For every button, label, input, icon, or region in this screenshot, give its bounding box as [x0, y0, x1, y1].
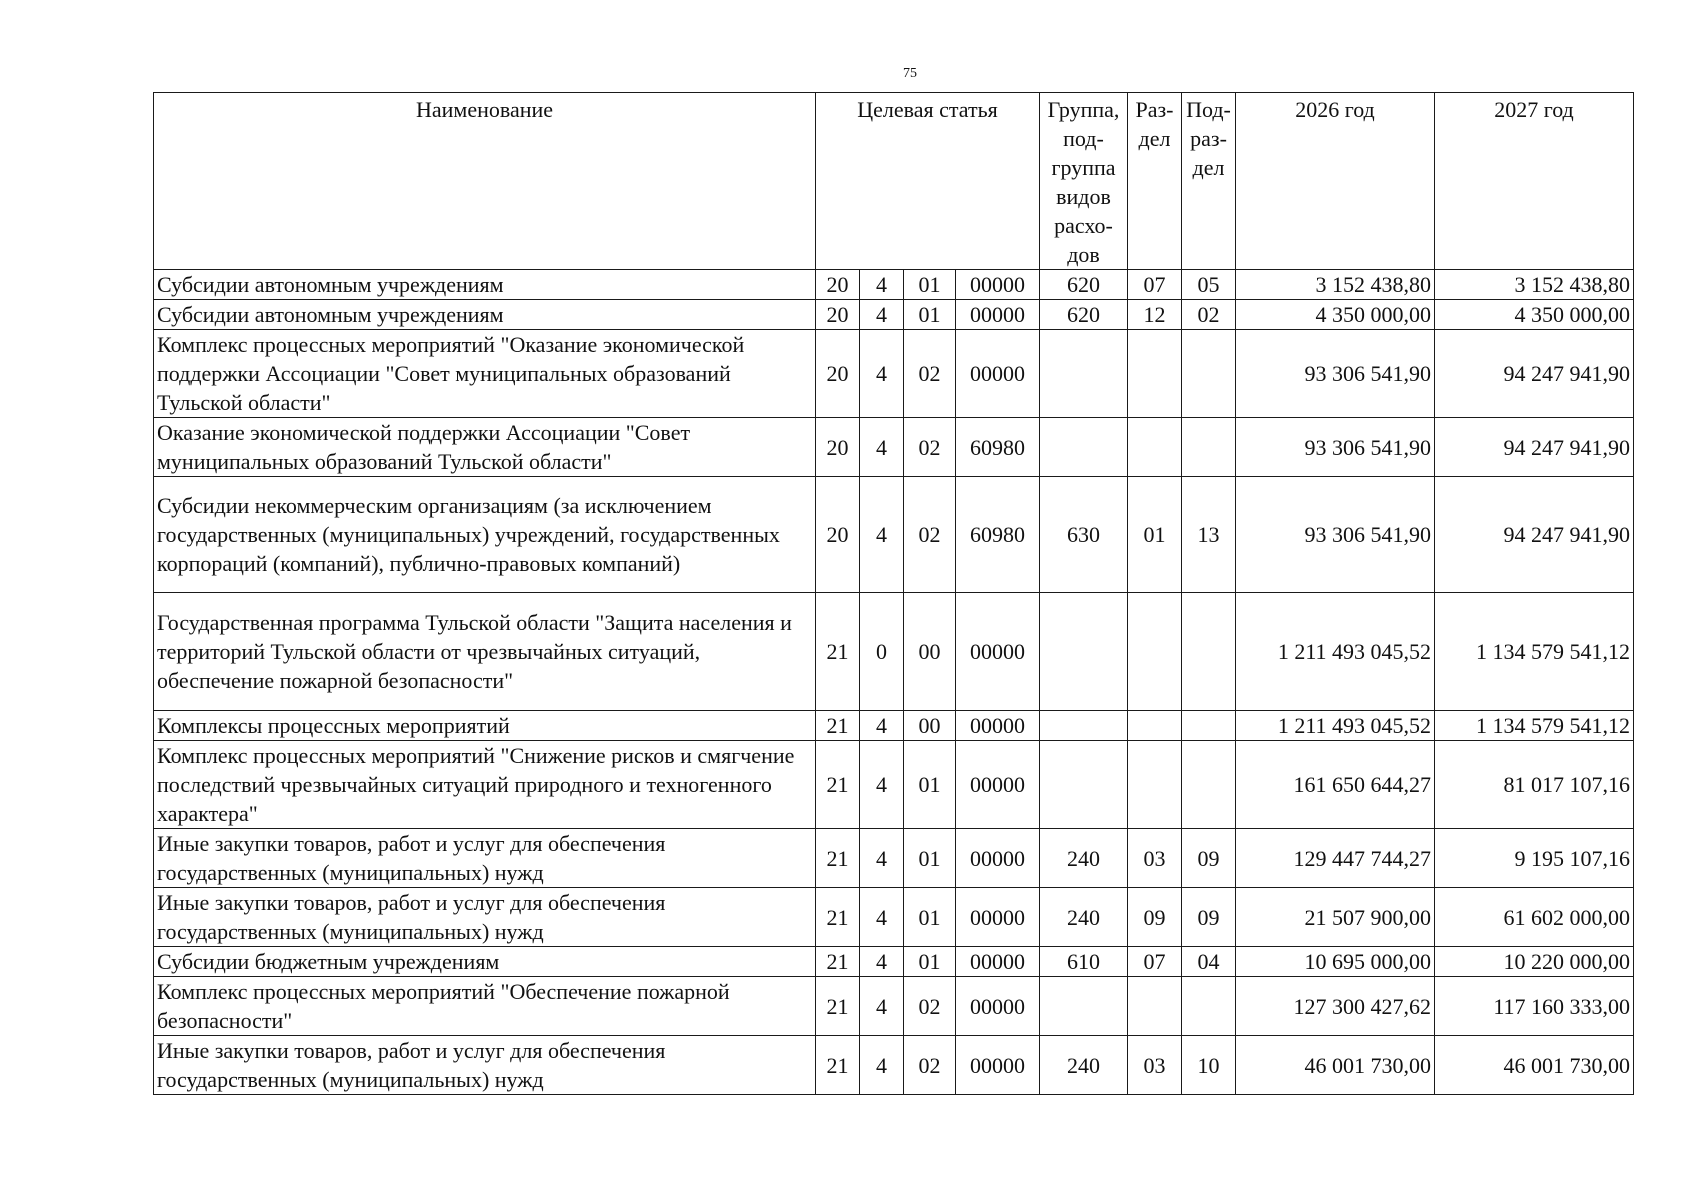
row-name: Субсидии автономным учреждениям [154, 270, 816, 300]
expense-group-cell: 240 [1040, 1036, 1128, 1095]
target-code-type: 4 [860, 741, 904, 829]
header-section: Раз-дел [1128, 93, 1182, 270]
target-code-direction: 00000 [956, 300, 1040, 330]
table-row [154, 829, 1634, 888]
table-row [154, 711, 1634, 741]
subsection-cell [1182, 593, 1236, 711]
table-row [154, 741, 1634, 829]
target-code-program: 20 [816, 330, 860, 418]
amount-2026: 1 211 493 045,52 [1236, 593, 1435, 711]
target-code-complex: 00 [904, 593, 956, 711]
expense-group-cell [1040, 593, 1128, 711]
subsection-cell [1182, 741, 1236, 829]
section-cell: 03 [1128, 1036, 1182, 1095]
amount-2026: 93 306 541,90 [1236, 477, 1435, 593]
table-row [154, 947, 1634, 977]
header-name: Наименование [154, 93, 816, 270]
amount-2026: 127 300 427,62 [1236, 977, 1435, 1036]
target-code-complex: 01 [904, 270, 956, 300]
target-code-direction: 60980 [956, 418, 1040, 477]
amount-2026: 4 350 000,00 [1236, 300, 1435, 330]
expense-group-cell: 620 [1040, 270, 1128, 300]
section-cell [1128, 418, 1182, 477]
amount-2026: 10 695 000,00 [1236, 947, 1435, 977]
amount-2027: 81 017 107,16 [1435, 741, 1634, 829]
target-code-direction: 00000 [956, 270, 1040, 300]
section-cell [1128, 593, 1182, 711]
subsection-cell: 09 [1182, 888, 1236, 947]
amount-2027: 9 195 107,16 [1435, 829, 1634, 888]
amount-2026: 161 650 644,27 [1236, 741, 1435, 829]
target-code-complex: 01 [904, 947, 956, 977]
target-code-complex: 01 [904, 741, 956, 829]
table-row [154, 1036, 1634, 1095]
amount-2027: 10 220 000,00 [1435, 947, 1634, 977]
expense-group-cell [1040, 330, 1128, 418]
row-name: Комплекс процессных мероприятий "Обеспечение пожарной безопасности" [154, 977, 816, 1036]
target-code-complex: 00 [904, 711, 956, 741]
table-row [154, 270, 1634, 300]
amount-2027: 94 247 941,90 [1435, 330, 1634, 418]
subsection-cell: 05 [1182, 270, 1236, 300]
target-code-direction: 00000 [956, 977, 1040, 1036]
table-row [154, 330, 1634, 418]
amount-2026: 3 152 438,80 [1236, 270, 1435, 300]
row-name: Субсидии некоммерческим организациям (за исключением государственных (муниципальных) учреждений, государственных корпораций (компаний), публично-правовых компаний) [154, 477, 816, 593]
target-code-type: 4 [860, 330, 904, 418]
amount-2027: 117 160 333,00 [1435, 977, 1634, 1036]
subsection-cell [1182, 418, 1236, 477]
target-code-program: 21 [816, 888, 860, 947]
header-subsection: Под-раз-дел [1182, 93, 1236, 270]
header-row [154, 93, 1634, 270]
row-name: Иные закупки товаров, работ и услуг для обеспечения государственных (муниципальных) нужд [154, 888, 816, 947]
amount-2027: 4 350 000,00 [1435, 300, 1634, 330]
amount-2027: 94 247 941,90 [1435, 477, 1634, 593]
target-code-direction: 00000 [956, 888, 1040, 947]
target-code-complex: 02 [904, 477, 956, 593]
target-code-direction: 00000 [956, 829, 1040, 888]
target-code-direction: 00000 [956, 1036, 1040, 1095]
table-row [154, 477, 1634, 593]
target-code-program: 20 [816, 477, 860, 593]
table-row [154, 418, 1634, 477]
amount-2027: 61 602 000,00 [1435, 888, 1634, 947]
target-code-program: 21 [816, 1036, 860, 1095]
header-target-article: Целевая статья [816, 93, 1040, 270]
subsection-cell: 02 [1182, 300, 1236, 330]
target-code-complex: 01 [904, 300, 956, 330]
amount-2027: 46 001 730,00 [1435, 1036, 1634, 1095]
amount-2027: 1 134 579 541,12 [1435, 711, 1634, 741]
target-code-program: 21 [816, 977, 860, 1036]
target-code-program: 21 [816, 711, 860, 741]
row-name: Субсидии бюджетным учреждениям [154, 947, 816, 977]
target-code-type: 4 [860, 270, 904, 300]
amount-2027: 94 247 941,90 [1435, 418, 1634, 477]
target-code-direction: 00000 [956, 947, 1040, 977]
amount-2027: 1 134 579 541,12 [1435, 593, 1634, 711]
target-code-direction: 00000 [956, 593, 1040, 711]
expense-group-cell [1040, 418, 1128, 477]
table-row [154, 888, 1634, 947]
table-row [154, 300, 1634, 330]
target-code-program: 21 [816, 593, 860, 711]
row-name: Государственная программа Тульской области "Защита населения и территорий Тульской области от чрезвычайных ситуаций, обеспечение пожарной безопасности" [154, 593, 816, 711]
section-cell: 07 [1128, 947, 1182, 977]
target-code-direction: 00000 [956, 330, 1040, 418]
target-code-type: 4 [860, 418, 904, 477]
target-code-direction: 00000 [956, 741, 1040, 829]
section-cell [1128, 711, 1182, 741]
amount-2026: 46 001 730,00 [1236, 1036, 1435, 1095]
target-code-type: 4 [860, 300, 904, 330]
subsection-cell: 04 [1182, 947, 1236, 977]
target-code-type: 4 [860, 977, 904, 1036]
section-cell [1128, 741, 1182, 829]
row-name: Комплексы процессных мероприятий [154, 711, 816, 741]
target-code-type: 4 [860, 477, 904, 593]
row-name: Иные закупки товаров, работ и услуг для обеспечения государственных (муниципальных) нужд [154, 829, 816, 888]
row-name: Комплекс процессных мероприятий "Снижение рисков и смягчение последствий чрезвычайных ситуаций природного и техногенного характера" [154, 741, 816, 829]
subsection-cell [1182, 711, 1236, 741]
amount-2026: 129 447 744,27 [1236, 829, 1435, 888]
target-code-complex: 02 [904, 418, 956, 477]
section-cell: 01 [1128, 477, 1182, 593]
section-cell: 07 [1128, 270, 1182, 300]
target-code-complex: 01 [904, 888, 956, 947]
row-name: Иные закупки товаров, работ и услуг для обеспечения государственных (муниципальных) нужд [154, 1036, 816, 1095]
section-cell: 12 [1128, 300, 1182, 330]
target-code-type: 0 [860, 593, 904, 711]
target-code-complex: 02 [904, 977, 956, 1036]
target-code-program: 20 [816, 300, 860, 330]
expense-group-cell: 240 [1040, 829, 1128, 888]
expense-group-cell: 610 [1040, 947, 1128, 977]
table-row [154, 593, 1634, 711]
page-number: 75 [903, 66, 917, 81]
target-code-program: 21 [816, 741, 860, 829]
section-cell [1128, 330, 1182, 418]
section-cell [1128, 977, 1182, 1036]
header-expense-group: Группа, под-группа видов расхо-дов [1040, 93, 1128, 270]
target-code-type: 4 [860, 829, 904, 888]
target-code-type: 4 [860, 1036, 904, 1095]
target-code-type: 4 [860, 947, 904, 977]
row-name: Комплекс процессных мероприятий "Оказание экономической поддержки Ассоциации "Совет муниципальных образований Тульской области" [154, 330, 816, 418]
budget-table [153, 92, 1634, 1095]
expense-group-cell: 240 [1040, 888, 1128, 947]
expense-group-cell: 620 [1040, 300, 1128, 330]
amount-2027: 3 152 438,80 [1435, 270, 1634, 300]
row-name: Оказание экономической поддержки Ассоциации "Совет муниципальных образований Тульской области" [154, 418, 816, 477]
expense-group-cell: 630 [1040, 477, 1128, 593]
amount-2026: 93 306 541,90 [1236, 418, 1435, 477]
subsection-cell: 09 [1182, 829, 1236, 888]
subsection-cell [1182, 977, 1236, 1036]
target-code-program: 20 [816, 418, 860, 477]
subsection-cell [1182, 330, 1236, 418]
target-code-program: 20 [816, 270, 860, 300]
target-code-program: 21 [816, 947, 860, 977]
row-name: Субсидии автономным учреждениям [154, 300, 816, 330]
target-code-direction: 00000 [956, 711, 1040, 741]
amount-2026: 21 507 900,00 [1236, 888, 1435, 947]
header-year-2027: 2027 год [1435, 93, 1634, 270]
amount-2026: 1 211 493 045,52 [1236, 711, 1435, 741]
section-cell: 03 [1128, 829, 1182, 888]
target-code-complex: 02 [904, 330, 956, 418]
target-code-type: 4 [860, 888, 904, 947]
section-cell: 09 [1128, 888, 1182, 947]
expense-group-cell [1040, 977, 1128, 1036]
amount-2026: 93 306 541,90 [1236, 330, 1435, 418]
target-code-program: 21 [816, 829, 860, 888]
subsection-cell: 10 [1182, 1036, 1236, 1095]
subsection-cell: 13 [1182, 477, 1236, 593]
target-code-complex: 01 [904, 829, 956, 888]
header-year-2026: 2026 год [1236, 93, 1435, 270]
target-code-complex: 02 [904, 1036, 956, 1095]
target-code-type: 4 [860, 711, 904, 741]
expense-group-cell [1040, 741, 1128, 829]
expense-group-cell [1040, 711, 1128, 741]
target-code-direction: 60980 [956, 477, 1040, 593]
table-row [154, 977, 1634, 1036]
